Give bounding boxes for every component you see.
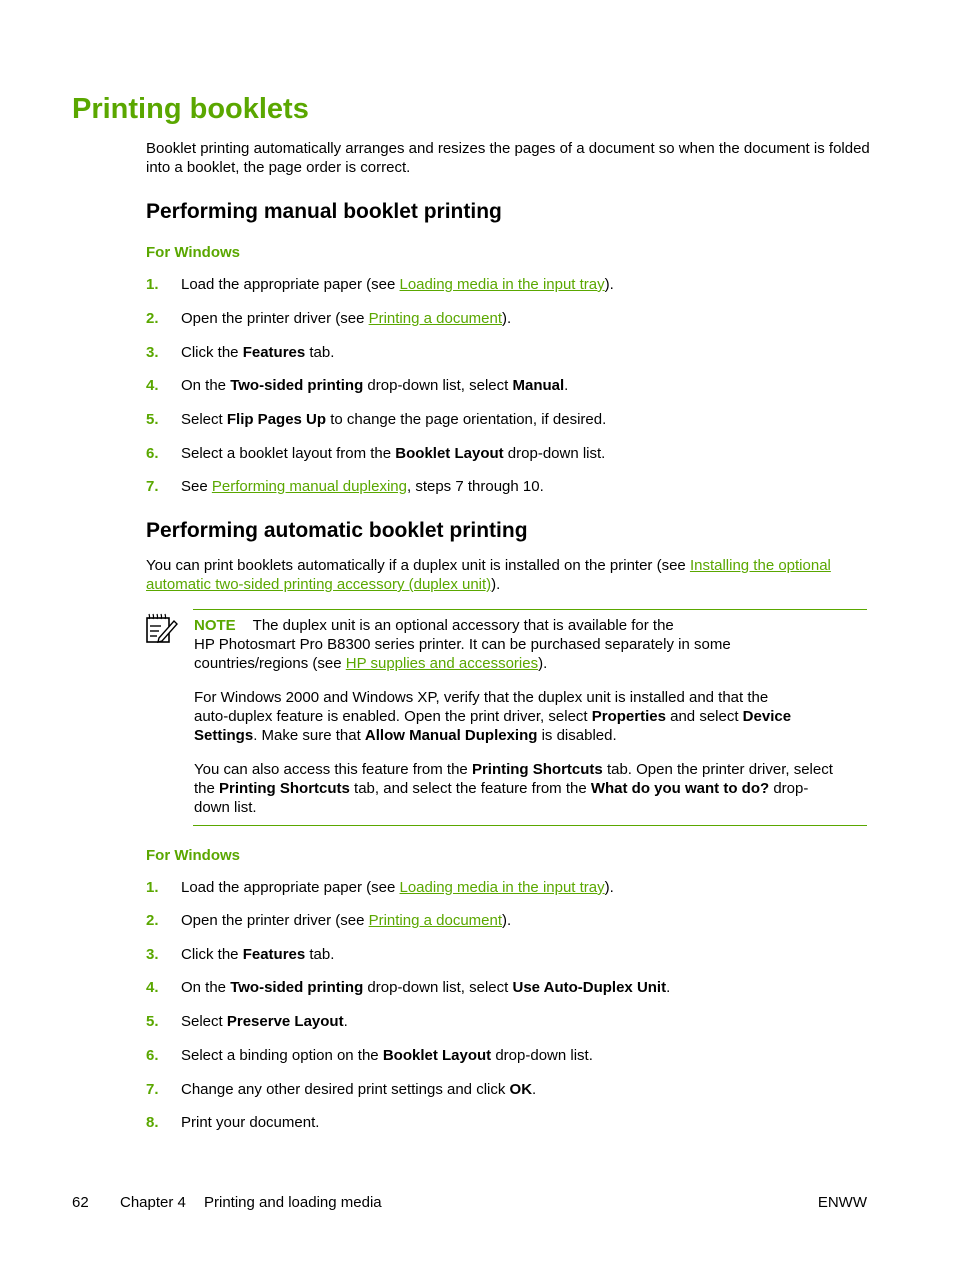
step-bold: OK <box>509 1081 533 1098</box>
link-loading-media[interactable]: Loading media in the input tray <box>399 276 605 293</box>
footer-chapter: Chapter 4 <box>120 1194 186 1211</box>
step-number: 8. <box>146 1114 159 1131</box>
intro-paragraph: Booklet printing automatically arranges and resizes the pages of a document so when the document is folded into a booklet, the page order is correct. <box>146 140 870 176</box>
manual-heading: Performing manual booklet printing <box>146 200 502 223</box>
note-text: tab. Open the printer driver, select <box>602 761 833 778</box>
note-text: and select <box>665 708 743 725</box>
note-text: countries/regions (see <box>194 655 346 672</box>
step-text: tab. <box>305 946 335 963</box>
note-text: tab, and select the feature from the <box>349 780 591 797</box>
note-text: HP Photosmart Pro B8300 series printer. It can be purchased separately in some <box>194 636 731 653</box>
link-loading-media[interactable]: Loading media in the input tray <box>399 879 605 896</box>
auto-intro-text: You can print booklets automatically if a duplex unit is installed on the printer (see <box>146 557 690 574</box>
step-number: 4. <box>146 979 159 996</box>
page-title: Printing booklets <box>72 93 309 125</box>
step-text: Load the appropriate paper (see <box>181 879 400 896</box>
note-bold: What do you want to do? <box>590 780 770 797</box>
step-text: drop-down list. <box>503 445 606 462</box>
step-text: Select <box>181 411 227 428</box>
note-bold: Device <box>742 708 792 725</box>
step-text: ). <box>604 276 614 293</box>
step-number: 7. <box>146 478 159 495</box>
auto-subheading: For Windows <box>146 847 241 864</box>
note-text: You can also access this feature from the <box>194 761 472 778</box>
step-bold: Booklet Layout <box>382 1047 492 1064</box>
step-number: 1. <box>146 276 159 293</box>
step-number: 7. <box>146 1081 159 1098</box>
step-bold: Booklet Layout <box>395 445 504 462</box>
footer-page-number: 62 <box>72 1194 89 1211</box>
note-bold: Settings <box>194 727 254 744</box>
step-number: 5. <box>146 1013 159 1030</box>
step-text: Open the printer driver (see <box>181 912 369 929</box>
step-text: Select <box>181 1013 227 1030</box>
footer-chapter-title: Printing and loading media <box>204 1194 382 1211</box>
note-text: For Windows 2000 and Windows XP, verify that the duplex unit is installed and that the <box>194 689 769 706</box>
link-duplex-unit-cont[interactable]: automatic two-sided printing accessory (duplex unit) <box>146 576 492 593</box>
note-text: the <box>194 780 220 797</box>
note-text: is disabled. <box>537 727 617 744</box>
step-text: . <box>666 979 671 996</box>
step-text: Click the <box>181 344 243 361</box>
step-number: 6. <box>146 445 159 462</box>
link-duplex-unit[interactable]: Installing the optional <box>689 557 831 574</box>
auto-intro-text-end: ). <box>491 576 501 593</box>
step-text: . <box>564 377 569 394</box>
note-bold: Printing Shortcuts <box>219 780 350 797</box>
step-bold: Features <box>242 946 306 963</box>
step-text: Select a binding option on the <box>181 1047 383 1064</box>
step-number: 5. <box>146 411 159 428</box>
note-text: The duplex unit is an optional accessory that is available for the <box>252 617 674 634</box>
step-text: ). <box>502 912 512 929</box>
step-text: On the <box>181 377 231 394</box>
step-bold: Manual <box>512 377 565 394</box>
step-bold: Use Auto-Duplex Unit <box>512 979 667 996</box>
auto-intro <box>146 556 871 594</box>
step-text: On the <box>181 979 231 996</box>
step-text: Change any other desired print settings and click <box>181 1081 510 1098</box>
manual-subheading: For Windows <box>146 244 241 261</box>
step-text: to change the page orientation, if desired. <box>326 411 607 428</box>
step-number: 2. <box>146 310 159 327</box>
note-bold: Properties <box>591 708 666 725</box>
note-label: NOTE <box>194 617 236 634</box>
step-bold: Two-sided printing <box>230 979 364 996</box>
step-number: 1. <box>146 879 159 896</box>
step-text: . <box>343 1013 348 1030</box>
step-text: , steps 7 through 10. <box>406 478 544 495</box>
step-text: Print your document. <box>181 1114 320 1131</box>
step-text: Open the printer driver (see <box>181 310 369 327</box>
step-text: ). <box>502 310 512 327</box>
step-text: drop-down list, select <box>363 979 513 996</box>
link-printing-document[interactable]: Printing a document <box>368 310 503 327</box>
step-text: drop-down list, select <box>363 377 513 394</box>
link-printing-document[interactable]: Printing a document <box>368 912 503 929</box>
note-text: . Make sure that <box>253 727 365 744</box>
step-number: 3. <box>146 344 159 361</box>
note-text: down list. <box>194 799 257 816</box>
step-bold: Flip Pages Up <box>226 411 327 428</box>
step-text: ). <box>604 879 614 896</box>
link-manual-duplexing[interactable]: Performing manual duplexing <box>211 478 407 495</box>
note-bottom-rule <box>193 825 867 826</box>
link-hp-supplies[interactable]: HP supplies and accessories <box>345 655 539 672</box>
note-text: drop- <box>769 780 809 797</box>
note-pad-icon <box>145 612 179 646</box>
step-text: Click the <box>181 946 243 963</box>
step-bold: Features <box>242 344 306 361</box>
note-top-rule <box>193 609 867 610</box>
auto-heading: Performing automatic booklet printing <box>146 519 528 542</box>
step-number: 4. <box>146 377 159 394</box>
step-number: 3. <box>146 946 159 963</box>
note-text: ). <box>538 655 548 672</box>
step-text: See <box>181 478 212 495</box>
note-paragraph-1 <box>194 616 874 673</box>
step-number: 6. <box>146 1047 159 1064</box>
footer-right-label: ENWW <box>817 1194 867 1211</box>
note-bold: Printing Shortcuts <box>471 761 603 778</box>
step-bold: Preserve Layout <box>226 1013 344 1030</box>
step-text: tab. <box>305 344 335 361</box>
step-text: . <box>532 1081 537 1098</box>
step-bold: Two-sided printing <box>230 377 364 394</box>
step-text: drop-down list. <box>491 1047 593 1064</box>
note-paragraph-3 <box>194 760 874 817</box>
step-text: Select a booklet layout from the <box>181 445 396 462</box>
note-text: auto-duplex feature is enabled. Open the print driver, select <box>194 708 592 725</box>
note-paragraph-2 <box>194 688 874 745</box>
step-text: Load the appropriate paper (see <box>181 276 400 293</box>
step-number: 2. <box>146 912 159 929</box>
note-bold: Allow Manual Duplexing <box>364 727 538 744</box>
